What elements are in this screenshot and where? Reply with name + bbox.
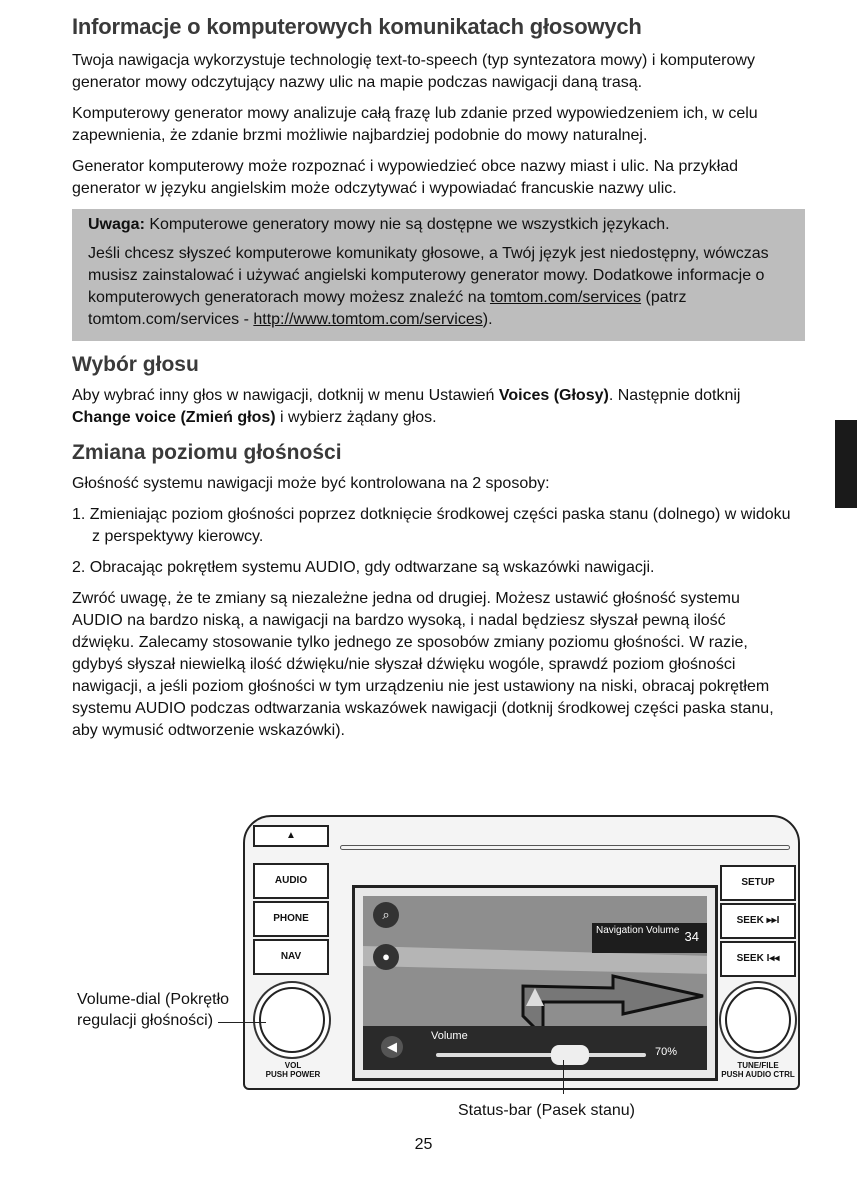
paragraph: Twoja nawigacja wykorzystuje technologię text-to-speech (typ syntezatora mowy) i komputerowy generator mowy odczytujący nazwy ulic na mapie podczas nawigacji daną trasą. [72,52,755,91]
note-text: Komputerowe generatory mowy nie są dostępne we wszystkich językach. [144,216,670,233]
link-services[interactable]: tomtom.com/services [489,289,642,306]
nav-button: NAV [253,939,329,975]
vol-label: VOL PUSH POWER [265,1061,321,1079]
volume-slider-track [436,1053,646,1057]
microphone-icon: ● [373,944,399,970]
note-text: ). [482,311,493,328]
heading-voice: Wybór głosu [72,353,199,376]
status-bar [363,1026,707,1070]
navigation-volume-popup: Navigation Volume 34 [592,923,707,953]
search-icon: ⌕ [373,902,399,928]
heading-volume: Zmiana poziomu głośności [72,441,342,464]
volume-dial [259,987,325,1053]
caption-volume-dial: Volume-dial (Pokrętło regulacji głośności) [77,991,230,1029]
audio-button: AUDIO [253,863,329,899]
note-text: Jeśli chcesz słyszeć komputerowe komunikaty głosowe, a Twój język jest niedostępny, wówczas musisz zainstalować i używać angielski komputerowy generator mowy. Dodatkowe informacje o komputerowych generatorach mowy możesz znaleźć na [88,245,769,306]
note-box [72,209,805,341]
device-illustration [243,815,800,1090]
paragraph: Komputerowy generator mowy analizuje całą frazę lub zdanie przed wypowiedzeniem ich, w celu zapewnienia, że zdanie brzmi możliwie najbardziej podobnie do mowy naturalnej. [72,105,758,144]
setup-button: SETUP [720,865,796,901]
volume-percent: 70% [654,1046,677,1058]
tune-dial [725,987,791,1053]
page-content [72,14,792,751]
tune-label: TUNE/FILE PUSH AUDIO CTRL [721,1061,795,1079]
phone-button: PHONE [253,901,329,937]
volume-methods-list [72,504,792,579]
nav-screen [352,885,718,1081]
speaker-icon: ◀ [381,1036,403,1058]
link-services-url[interactable]: http://www.tomtom.com/services [253,311,483,328]
volume-slider-thumb [551,1045,589,1065]
volume-label: Volume [431,1030,468,1042]
callout-line [563,1060,564,1094]
note-text: (patrz tomtom.com/services - [88,289,687,328]
seek-forward-button: SEEK ▸▸I [720,903,796,939]
paragraph: Głośność systemu nawigacji może być kontrolowana na 2 sposoby: [72,475,550,492]
seek-back-button: SEEK I◂◂ [720,941,796,977]
disc-slot [340,845,790,850]
list-item: 2. Obracając pokrętłem systemu AUDIO, gdy odtwarzane są wskazówki nawigacji. [72,559,655,576]
paragraph: Zwróć uwagę, że te zmiany są niezależne jedna od drugiej. Możesz ustawić głośność systemu AUDIO na bardzo niską, a nawigacji na bardzo wysoką, i nadal będziesz słyszał pewną ilość dźwięku. Zalecamy stosowanie tylko jednego ze sposobów zmiany poziomu głośności. W razie, gdybyś słyszał niewielką ilość dźwięku/nie słyszał dźwięku wogóle, sprawdź poziom głośności nawigacji, a jeśli poziom głośności w tym urządzeniu nie jest ustawiony na niski, obracaj pokrętłem systemu AUDIO podczas odtwarzania wskazówek nawigacji (dotknij środkowej części paska stanu, aby wymusić odtworzenie wskazówki). [72,590,774,739]
list-item: 1. Zmieniając poziom głośności poprzez dotknięcie środkowej części paska stanu (dolnego) w widoku z perspektywy kierowcy. [72,506,791,545]
paragraph-voice: Aby wybrać inny głos w nawigacji, dotknij w menu Ustawień Voices (Głosy). Następnie dotknij Change voice (Zmień głos) i wybierz żądany głos. [72,387,741,426]
section-tab-marker [835,420,857,508]
paragraph: Generator komputerowy może rozpoznać i wypowiedzieć obce nazwy miast i ulic. Na przykład generator w języku angielskim może odczytywać i wypowiadać francuskie nazwy ulic. [72,158,739,197]
eject-button: ▲ [253,825,329,847]
note-label: Uwaga: [88,216,145,233]
callout-line [218,1022,266,1023]
caption-status-bar: Status-bar (Pasek stanu) [458,1102,635,1119]
page-number: 25 [414,1136,433,1153]
heading-tts: Informacje o komputerowych komunikatach głosowych [72,14,642,39]
